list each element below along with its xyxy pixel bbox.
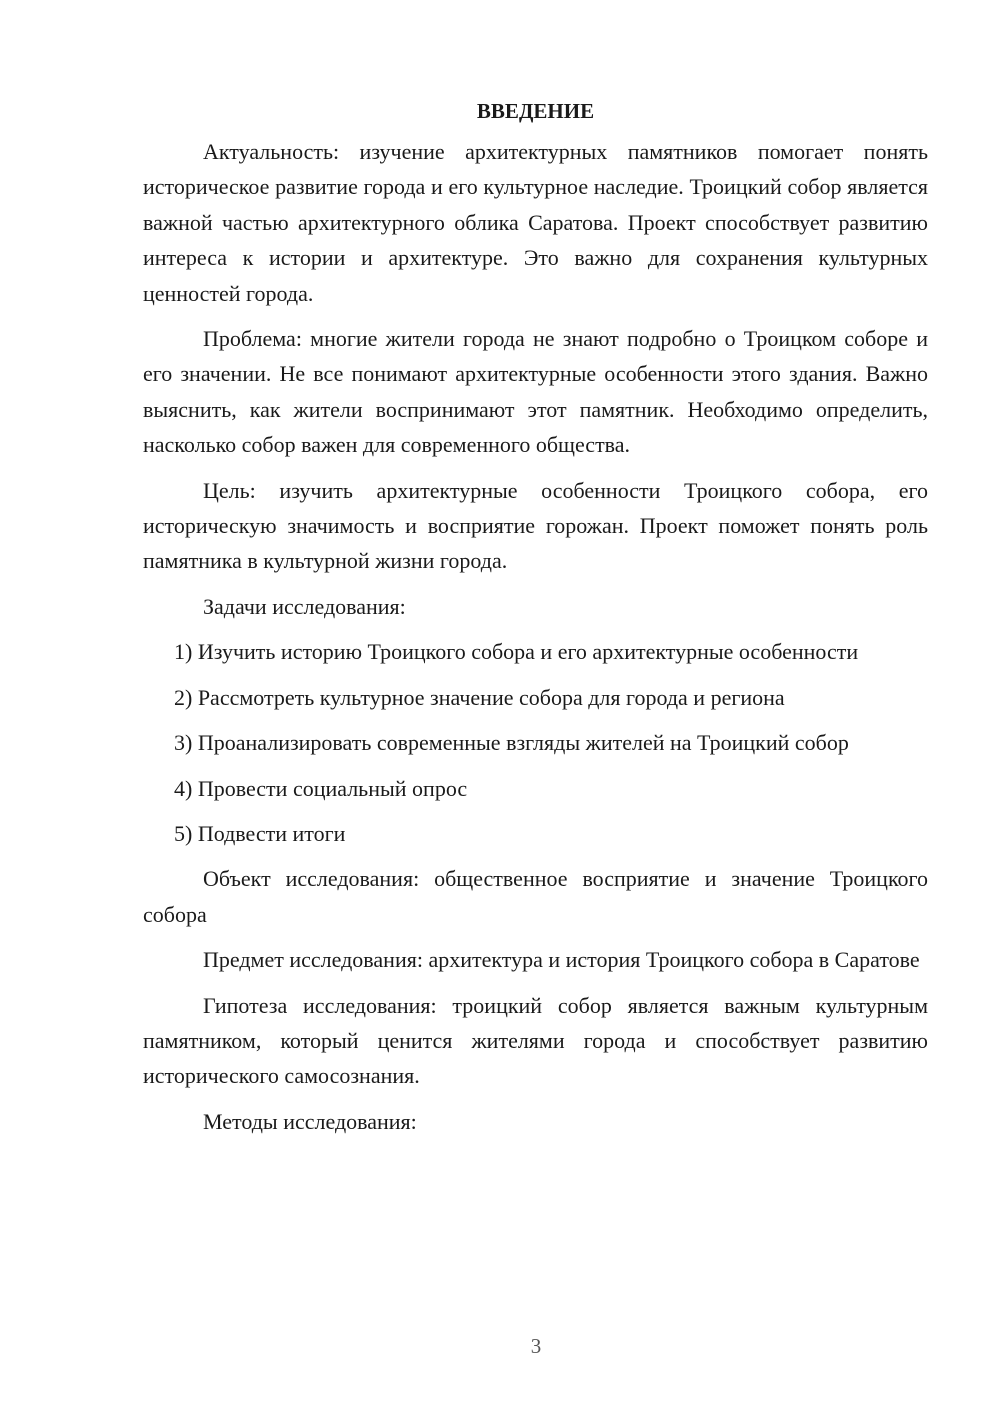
task-item-2: 2) Рассмотреть культурное значение собора для города и региона <box>174 684 785 710</box>
paragraph-methods: Методы исследования: <box>203 1108 417 1134</box>
task-item-1: 1) Изучить историю Троицкого собора и его архитектурные особенности <box>174 639 859 665</box>
page-number: 3 <box>530 1334 542 1358</box>
section-title: ВВЕДЕНИЕ <box>476 99 595 123</box>
paragraph-tasks-heading: Задачи исследования: <box>203 593 406 619</box>
paragraph-relevance: Актуальность: изучение архитектурных памятников помогает понять историческое развитие города и его культурное наследие. Троицкий собор является важной частью архитектурного облика Саратова. Проект способствует развитию интереса к истории и архитектуре. Это важно для сохранения культурных ценностей города. <box>143 139 928 306</box>
paragraph-goal: Цель: изучить архитектурные особенности Троицкого собора, его историческую значимость и восприятие горожан. Проект поможет понять роль памятника в культурной жизни города. <box>143 477 928 574</box>
paragraph-hypothesis: Гипотеза исследования: троицкий собор является важным культурным памятником, который ценится жителями города и способствует развитию исторического самосознания. <box>143 992 928 1089</box>
page-content <box>143 98 928 1149</box>
task-item-3: 3) Проанализировать современные взгляды жителей на Троицкий собор <box>174 730 849 756</box>
paragraph-problem: Проблема: многие жители города не знают подробно о Троицком соборе и его значении. Не все понимают архитектурные особенности этого здания. Важно выяснить, как жители воспринимают этот памятник. Необходимо определить, насколько собор важен для современного общества. <box>143 326 928 458</box>
task-item-5: 5) Подвести итоги <box>174 820 346 846</box>
task-item-4: 4) Провести социальный опрос <box>174 775 468 801</box>
paragraph-subject: Предмет исследования: архитектура и история Троицкого собора в Саратове <box>203 947 920 973</box>
paragraph-object: Объект исследования: общественное восприятие и значение Троицкого собора <box>143 866 928 927</box>
